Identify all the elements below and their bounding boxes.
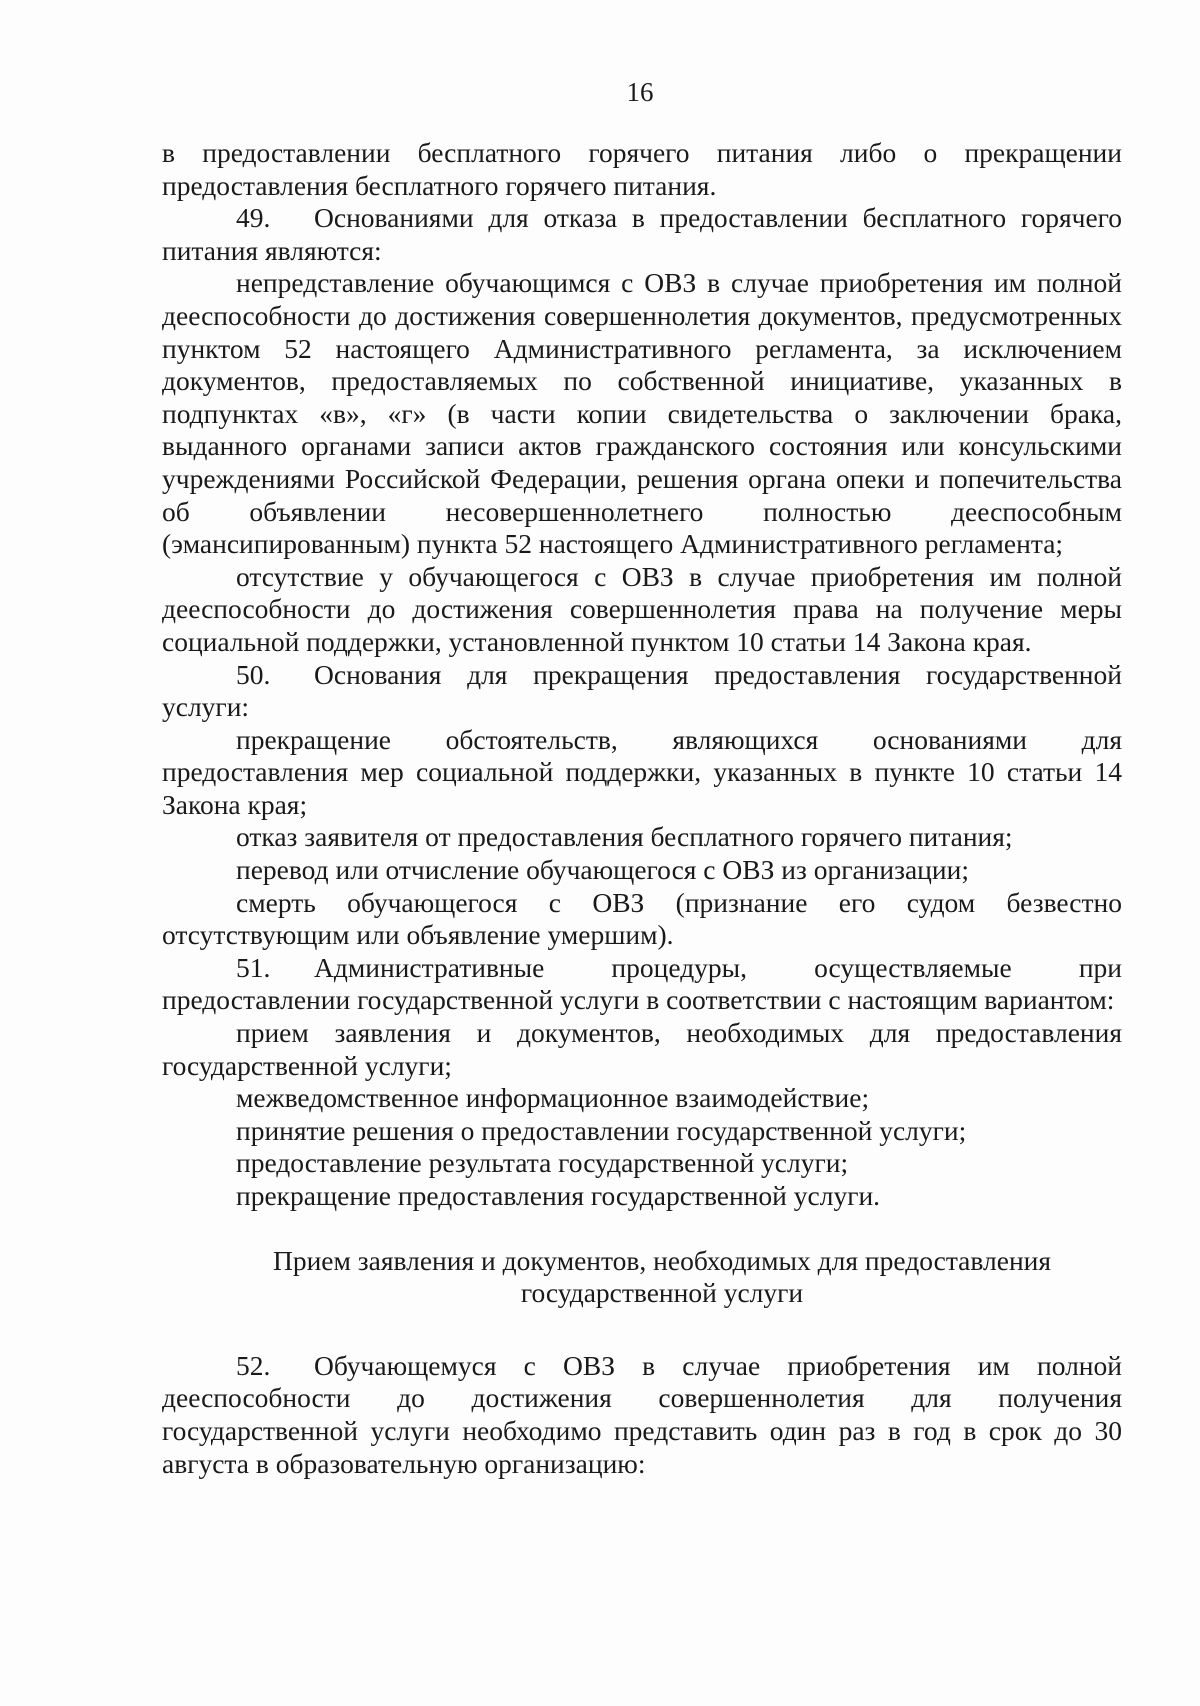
paragraph-continuation: в предоставлении бесплатного горячего питания либо о прекращении предоставления бесплатного горячего питания. bbox=[162, 137, 1122, 201]
paragraph-number: 51. bbox=[236, 951, 271, 983]
paragraph: смерть обучающегося с ОВЗ (признание его судом безвестно отсутствующим или объявление умершим). bbox=[162, 886, 1122, 951]
paragraph-number: 49. bbox=[236, 202, 271, 234]
paragraph: прекращение предоставления государственной услуги. bbox=[236, 1180, 881, 1211]
paragraph: прекращение обстоятельств, являющихся основаниями для предоставления мер социальной поддержки, указанных в пункте 10 статьи 14 Закона края; bbox=[162, 723, 1122, 820]
paragraph: предоставление результата государственной услуги; bbox=[236, 1147, 849, 1179]
paragraph: межведомственное информационное взаимодействие; bbox=[236, 1082, 870, 1114]
spacer bbox=[162, 1213, 1122, 1245]
paragraph: перевод или отчисление обучающегося с ОВЗ из организации; bbox=[236, 854, 969, 886]
paragraph: отказ заявителя от предоставления бесплатного горячего питания; bbox=[236, 821, 1013, 853]
paragraph-51 bbox=[162, 952, 1122, 1017]
page-number: 16 bbox=[626, 77, 654, 107]
paragraph-text: Основания для прекращения предоставления государственной услуги: bbox=[162, 658, 1122, 723]
section-heading: Прием заявления и документов, необходимых для предоставления государственной услуги bbox=[272, 1244, 1052, 1309]
paragraph: отсутствие у обучающегося с ОВЗ в случае приобретения им полной дееспособности до достижения совершеннолетия права на получение меры социальной поддержки, установленной пунктом 10 статьи 14 Закона края. bbox=[162, 560, 1122, 657]
paragraph-text: Обучающемуся с ОВЗ в случае приобретения им полной дееспособности до достижения совершеннолетия для получения государственной услуги необходимо представить один раз в год в срок до 30 августа в образовательную организацию: bbox=[162, 1349, 1122, 1479]
document-body bbox=[162, 137, 1122, 1480]
paragraph-number: 50. bbox=[236, 658, 271, 690]
paragraph-50 bbox=[162, 659, 1122, 724]
paragraph-49 bbox=[162, 202, 1122, 267]
paragraph: принятие решения о предоставлении государственной услуги; bbox=[236, 1114, 967, 1146]
paragraph-number: 52. bbox=[236, 1349, 271, 1381]
paragraph-52 bbox=[162, 1350, 1122, 1480]
paragraph: прием заявления и документов, необходимых для предоставления государственной услуги; bbox=[162, 1017, 1122, 1081]
paragraph: непредставление обучающимся с ОВЗ в случае приобретения им полной дееспособности до достижения совершеннолетия документов, предусмотренных пунктом 52 настоящего Административного регламента, за исключением документов, предоставляемых по собственной инициативе, указанных в подпунктах «в», «г» (в части копии свидетельства о заключении брака, выданного органами записи актов гражданского состояния или консульскими учреждениями Российской Федерации, решения органа опеки и попечительства об объявлении несовершеннолетнего полностью дееспособным (эмансипированным) пункта 52 настоящего Административного регламента; bbox=[162, 267, 1122, 560]
paragraph-text: Основаниями для отказа в предоставлении бесплатного горячего питания являются: bbox=[162, 202, 1122, 266]
spacer bbox=[162, 1310, 1122, 1350]
paragraph-text: Административные процедуры, осуществляемые при предоставлении государственной услуги в соответствии с настоящим вариантом: bbox=[162, 951, 1122, 1016]
